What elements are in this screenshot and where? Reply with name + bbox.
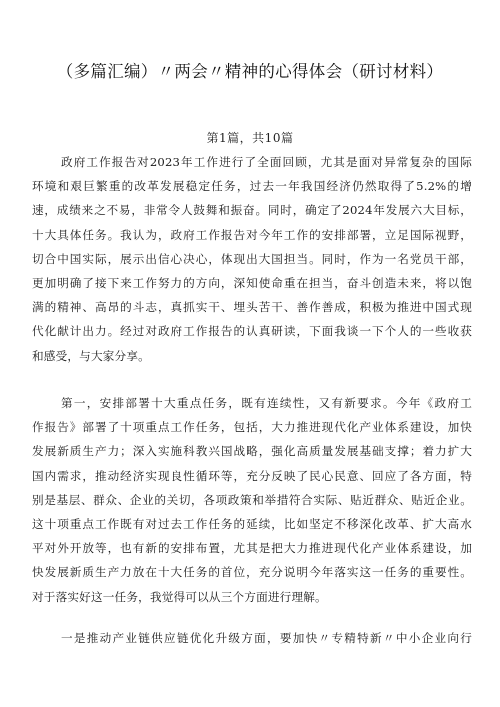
paragraph-2 — [32, 391, 472, 609]
text-line: 国内需求，推动经济实现良性循环等，充分反映了民心民意、回应了各方面，特 — [32, 468, 472, 483]
text-line: 别是基层、群众、企业的关切，各项政策和举措符合实际、贴近群众、贴近企业。 — [32, 492, 472, 507]
text-line: 和感受，与大家分享。 — [32, 348, 150, 363]
text-line: 快发展新质生产力放在十大任务的首位，充分说明今年落实这一任务的重要性。 — [32, 565, 472, 580]
text-line: 政府工作报告对2023年工作进行了全面回顾，尤其是面对异常复杂的国际 — [61, 155, 472, 169]
text-line: 代化献计出力。经过对政府工作报告的认真研读，下面我谈一下个人的一些收获 — [32, 324, 472, 339]
paragraph-3 — [32, 626, 472, 650]
section-label: 第1篇，共10篇 — [206, 131, 294, 145]
text-line: 平对外开放等，也有新的安排布置，尤其是把大力推进现代化产业体系建设，加 — [32, 541, 472, 556]
text-line: 十大具体任务。我认为，政府工作报告对今年工作的安排部署，立足国际视野， — [32, 227, 472, 242]
text-line: 发展新质生产力；深入实施科教兴国战略，强化高质量发展基础支撑；着力扩大 — [32, 444, 472, 459]
page-title: （多篇汇编）〃两会〃精神的心得体会（研讨材料） — [56, 62, 444, 81]
text-line: 速，成绩来之不易，非常令人鼓舞和振奋。同时，确定了2024年发展六大目标， — [32, 203, 472, 218]
text-line: 一是推动产业链供应链优化升级方面，要加快〃专精特新〃中小企业向行 — [61, 631, 472, 645]
text-line: 这十项重点工作既有对过去工作任务的延续，比如坚定不移深化改革、扩大高水 — [32, 516, 472, 531]
text-line: 更加明确了接下来工作努力的方向，深知使命重在担当，奋斗创造未来，将以饱 — [32, 275, 472, 290]
text-line: 对于落实好这一任务，我觉得可以从三个方面进行理解。 — [32, 589, 327, 604]
paragraph-1 — [32, 150, 472, 368]
text-line: 满的精神、高昂的斗志，真抓实干、埋头苦干、善作善成，积极为推进中国式现 — [32, 300, 472, 315]
text-line: 作报告》部署了十项重点工作任务，包括，大力推进现代化产业体系建设，加快 — [32, 420, 472, 435]
text-line: 切合中国实际，展示出信心决心，体现出大国担当。同时，作为一名党员干部， — [32, 251, 472, 266]
text-line: 第一，安排部署十大重点任务，既有连续性，又有新要求。今年《政府工 — [61, 396, 472, 410]
text-line: 环境和艰巨繁重的改革发展稳定任务，过去一年我国经济仍然取得了5.2%的增 — [32, 179, 472, 194]
